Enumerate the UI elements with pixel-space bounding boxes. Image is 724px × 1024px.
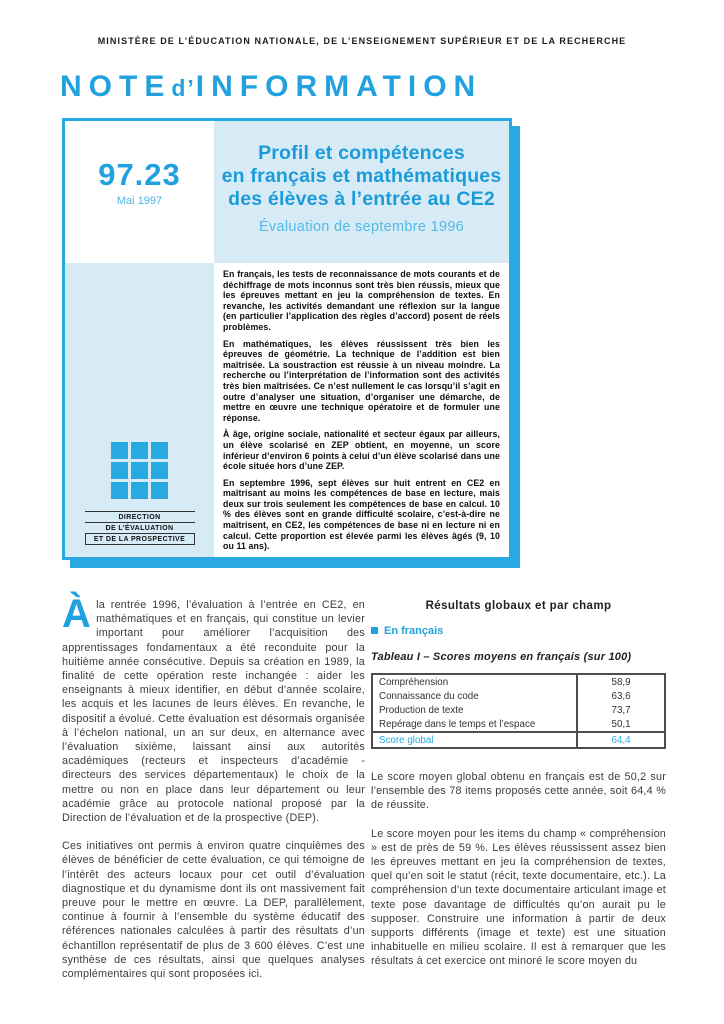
body-paragraph: Le score moyen pour les items du champ « compréhension » est de près de 59 %. Les élèves réussissent assez bien les épreuves mettant en jeu la compréhension de textes, quel qu’en soit le statut (récit, texte documentaire, etc.). La compréhension d’un texte documentaire articulant image et texte pose davantage de difficultés qu’on aurait pu le supposer. Construire une information à partir de deux supports différents (image et texte) est une situation inhabituelle en milieu scolaire. Il est à remarquer que les résultats à cet exercice ont minoré le score moyen du (371, 827, 666, 968)
masthead-word-information: INFORMATION (195, 70, 483, 103)
scores-table (371, 673, 666, 749)
summary-paragraph: À âge, origine sociale, nationalité et secteur égaux par ailleurs, un élève scolarisé en ZEP obtient, en moyenne, un score inférieur d’environ 6 points à celui d’un élève scolarisé dans une école située hors d’une ZEP. (223, 429, 500, 472)
org-block (85, 511, 195, 545)
left-column (62, 592, 365, 995)
table-row (372, 689, 665, 703)
title-line-3: des élèves à l’entrée au CE2 (228, 188, 495, 210)
subtitle: Évaluation de septembre 1996 (258, 219, 465, 235)
body-paragraph-text: la rentrée 1996, l’évaluation à l’entrée en CE2, en mathématiques et en français, qui constitue un levier important pour améliorer l’acquisition des apprentissages fondamentaux a été reconduite pour la huitième année consécutive. Depuis sa création en 1989, la finalité de cette opération reste inchangée : aider les enseignants à mieux identifier, en début d’année scolaire, les acquis et les lacunes de leurs élèves. En revanche, le dispositif a évolué. Cette évaluation est désormais organisée à l’échelon national, un an sur deux, en alternance avec l’évaluation sixième, laissant ainsi aux autorités académiques (recteurs et inspecteurs d’académie - directeurs des services départementaux) le choix de la mettre ou non en place dans leur département ou leur académie grâce au protocole national proposé par la Direction de l’évaluation et de la prospective (DEP). (62, 599, 365, 825)
org-line-1: DIRECTION (85, 511, 195, 522)
row-label: Production de texte (379, 705, 464, 716)
title-cell (214, 121, 509, 263)
summary-paragraph: En mathématiques, les élèves réussissent très bien les épreuves de géométrie. La technique de l’addition est bien maîtrisée. La soustraction est réussie à un niveau moindre. La recherche ou l’interprétation de l’information sont des activités très bien maîtrisées. Ce n’est nullement le cas lorsqu’il s’agit en outre d’analyser une situation, d’organiser une démarche, de mettre en œuvre une technique opératoire et de formuler une réponse. (223, 338, 500, 423)
row-label: Compréhension (379, 677, 449, 688)
title-line-2: en français et mathématiques (221, 165, 502, 187)
masthead-connector: d’ (171, 75, 196, 101)
masthead (60, 70, 482, 104)
results-heading: Résultats globaux et par champ (425, 600, 612, 612)
drop-cap: À (62, 592, 92, 636)
table-caption: Tableau I – Scores moyens en français (sur 100) (371, 651, 632, 663)
body-paragraph: Le score moyen global obtenu en français est de 50,2 sur l’ensemble des 78 items proposés cette année, soit 64,4 % de réussite. (371, 771, 666, 812)
summary-paragraph: En septembre 1996, sept élèves sur huit entrent en CE2 en maîtrisant au moins les compétences de base en lecture, mais deux sur trois seulement les compétences de base en calcul. 10 % des élèves sont en grande difficulté scolaire, c’est-à-dire ne maîtrisent, en CE2, les compétences de base ni en lecture ni en calcul. Cette proportion est élevée parmi les élèves âgés (9, 10 ou 11 ans). (223, 477, 500, 552)
body-paragraph (62, 592, 365, 825)
row-value: 50,1 (577, 717, 665, 732)
title-line-1: Profil et compétences (258, 142, 465, 164)
info-box (62, 118, 512, 560)
table-row (372, 717, 665, 732)
table-row (372, 703, 665, 717)
dep-grid-logo (111, 442, 168, 499)
body-paragraph: Ces initiatives ont permis à environ quatre cinquièmes des élèves de bénéficier de cette évaluation, ce qui témoigne de l’intérêt des acteurs locaux pour cet outil d’évaluation diagnostique et du dynamisme dont ils ont massivement fait preuve pour le mettre en œuvre. La DEP, parallèlement, continue à fournir à l’ensemble du système éducatif des références nationales calculées à partir des résultats d’un échantillon représentatif de plus de 3 600 élèves. C’est une synthèse de ces résultats, ainsi que quelques analyses complémentaires qui sont proposées ici. (62, 840, 365, 981)
issue-number: 97.23 (98, 157, 181, 192)
issue-date: Mai 1997 (116, 195, 163, 207)
summary-cell (214, 263, 509, 557)
row-label: Repérage dans le temps et l’espace (379, 719, 536, 730)
org-line-3: ET DE LA PROSPECTIVE (85, 533, 195, 545)
row-label: Connaissance du code (379, 691, 479, 702)
table-row (372, 674, 665, 689)
row-label: Score global (372, 732, 577, 748)
logo-cell (65, 263, 214, 557)
issue-cell (65, 121, 214, 263)
summary-paragraph: En français, les tests de reconnaissance de mots courants et de déchiffrage de mots inconnus sont très bien réussis, mieux que les épreuves mettant en jeu la compréhension de textes. En revanche, les activités demandant une réflexion sur la langue (en particulier l’application des règles d’accord) posent de réels problèmes. (223, 269, 500, 332)
row-value: 63,6 (577, 689, 665, 703)
row-value: 73,7 (577, 703, 665, 717)
row-value: 58,9 (577, 674, 665, 689)
org-line-2: DE L’ÉVALUATION (85, 522, 195, 533)
masthead-word-note: NOTE (60, 70, 172, 103)
row-value: 64,4 (577, 732, 665, 748)
square-bullet-icon (371, 627, 378, 634)
right-column (371, 598, 666, 983)
ministry-header: MINISTÈRE DE L’ÉDUCATION NATIONALE, DE L’ENSEIGNEMENT SUPÉRIEUR ET DE LA RECHERCHE (97, 36, 627, 46)
table-row-total (372, 732, 665, 748)
section-subheading (371, 625, 666, 637)
subheading-label: En français (384, 625, 444, 637)
